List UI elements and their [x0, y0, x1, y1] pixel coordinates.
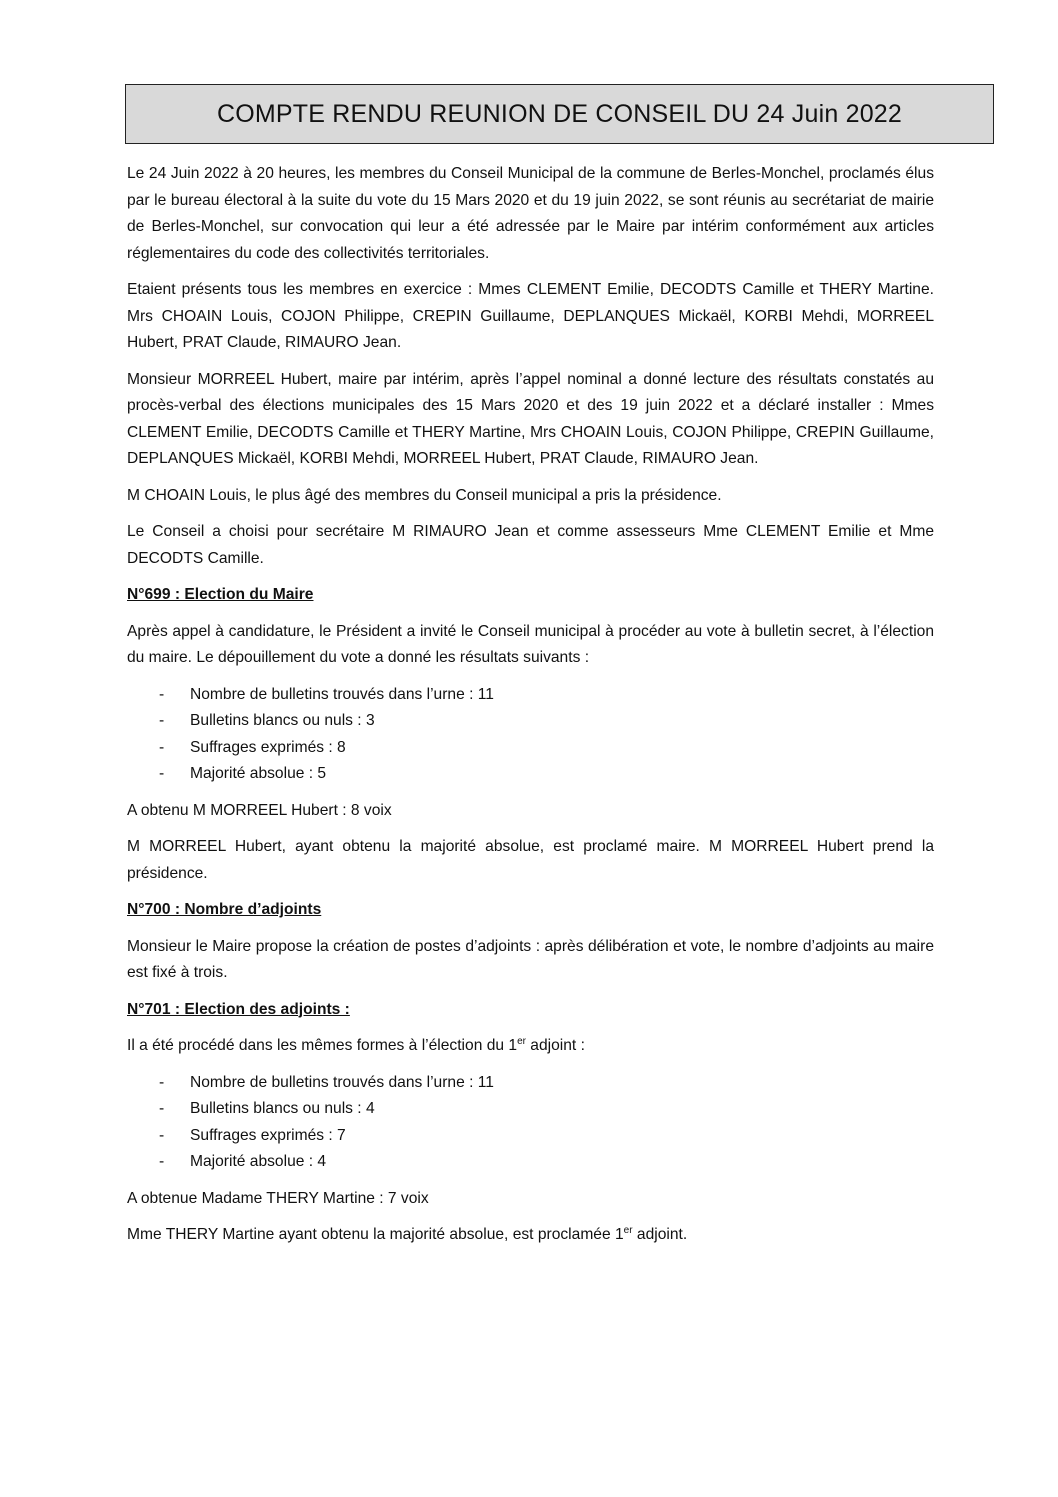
section-701-heading: N°701 : Election des adjoints :	[127, 1000, 350, 1018]
list-item	[127, 1149, 934, 1176]
section-700-text: Monsieur le Maire propose la création de postes d’adjoints : après délibération et vote, le nombre d’adjoints au maire est fixé à trois.	[127, 937, 934, 981]
document-body	[127, 161, 934, 1259]
section-701-intro-tail: adjoint :	[525, 1037, 585, 1054]
list-item-text: Suffrages exprimés : 8	[190, 738, 346, 756]
bullet-dash: -	[159, 1073, 165, 1091]
bullet-dash: -	[159, 712, 165, 729]
ordinal-superscript: er	[623, 1224, 633, 1236]
section-701-results-list	[127, 1070, 934, 1176]
list-item-text: Nombre de bulletins trouvés dans l’urne : 11	[190, 1073, 494, 1091]
section-701-conclusion	[127, 1222, 934, 1249]
bullet-dash: -	[159, 738, 165, 756]
intro-paragraph-presidency: M CHOAIN Louis, le plus âgé des membres du Conseil municipal a pris la présidence.	[127, 486, 722, 504]
section-701-conclusion-text: Mme THERY Martine ayant obtenu la majorité absolue, est proclamée 1	[127, 1226, 624, 1243]
intro-paragraph-1: Le 24 Juin 2022 à 20 heures, les membres du Conseil Municipal de la commune de Berles-Monchel, proclamés élus par le bureau électoral à la suite du vote du 15 Mars 2020 et du 19 juin 2022, se sont réunis au secrétariat de mairie de Berles-Monchel, sur convocation qui leur a été adressée par le Maire par intérim conformément aux articles réglementaires du code des collectivités territoriales.	[127, 165, 934, 262]
list-item-text: Majorité absolue : 4	[190, 1153, 327, 1170]
title-box	[125, 84, 994, 144]
ordinal-superscript: er	[517, 1035, 526, 1047]
list-item	[127, 1070, 934, 1097]
section-699-heading: N°699 : Election du Maire	[127, 586, 314, 603]
list-item	[127, 1123, 934, 1150]
bullet-dash: -	[159, 685, 165, 703]
intro-paragraph-secretary: Le Conseil a choisi pour secrétaire M RIMAURO Jean et comme assesseurs Mme CLEMENT Emilie et Mme DECODTS Camille.	[127, 523, 934, 567]
section-701-conclusion-tail: adjoint.	[632, 1226, 688, 1243]
list-item	[127, 708, 934, 735]
section-701-intro	[127, 1033, 934, 1060]
section-699-results-list	[127, 682, 934, 788]
intro-paragraph-attendees: Etaient présents tous les membres en exercice : Mmes CLEMENT Emilie, DECODTS Camille et THERY Martine. Mrs CHOAIN Louis, COJON Philippe, CREPIN Guillaume, DEPLANQUES Mickaël, KORBI Mehdi, MORREEL Hubert, PRAT Claude, RIMAURO Jean.	[127, 281, 934, 351]
bullet-dash: -	[159, 1153, 165, 1170]
section-699-result: A obtenu M MORREEL Hubert : 8 voix	[127, 801, 392, 819]
section-701-result: A obtenue Madame THERY Martine : 7 voix	[127, 1189, 429, 1207]
list-item	[127, 1096, 934, 1123]
section-700-heading: N°700 : Nombre d’adjoints	[127, 901, 322, 918]
list-item-text: Bulletins blancs ou nuls : 3	[190, 712, 375, 729]
section-699-conclusion: M MORREEL Hubert, ayant obtenu la majorité absolue, est proclamé maire. M MORREEL Hubert prend la présidence.	[127, 838, 934, 882]
list-item	[127, 735, 934, 762]
list-item-text: Majorité absolue : 5	[190, 765, 327, 782]
list-item	[127, 761, 934, 788]
section-699-text: Après appel à candidature, le Président a invité le Conseil municipal à procéder au vote à bulletin secret, à l’élection du maire. Le dépouillement du vote a donné les résultats suivants :	[127, 622, 934, 666]
list-item-text: Bulletins blancs ou nuls : 4	[190, 1100, 375, 1117]
list-item-text: Nombre de bulletins trouvés dans l’urne : 11	[190, 685, 494, 703]
section-701-intro-text: Il a été procédé dans les mêmes formes à l’élection du 1	[127, 1037, 518, 1054]
bullet-dash: -	[159, 1100, 165, 1117]
list-item	[127, 682, 934, 709]
page-title: COMPTE RENDU REUNION DE CONSEIL DU 24 Juin 2022	[216, 99, 903, 128]
intro-paragraph-installation: Monsieur MORREEL Hubert, maire par intérim, après l’appel nominal a donné lecture des résultats constatés au procès-verbal des élections municipales des 15 Mars 2020 et des 19 juin 2022 et a déclaré installer : Mmes CLEMENT Emilie, DECODTS Camille et THERY Martine, Mrs CHOAIN Louis, COJON Philippe, CREPIN Guillaume, DEPLANQUES Mickaël, KORBI Mehdi, MORREEL Hubert, PRAT Claude, RIMAURO Jean.	[127, 370, 934, 467]
bullet-dash: -	[159, 765, 165, 782]
bullet-dash: -	[159, 1126, 165, 1144]
list-item-text: Suffrages exprimés : 7	[190, 1126, 346, 1144]
